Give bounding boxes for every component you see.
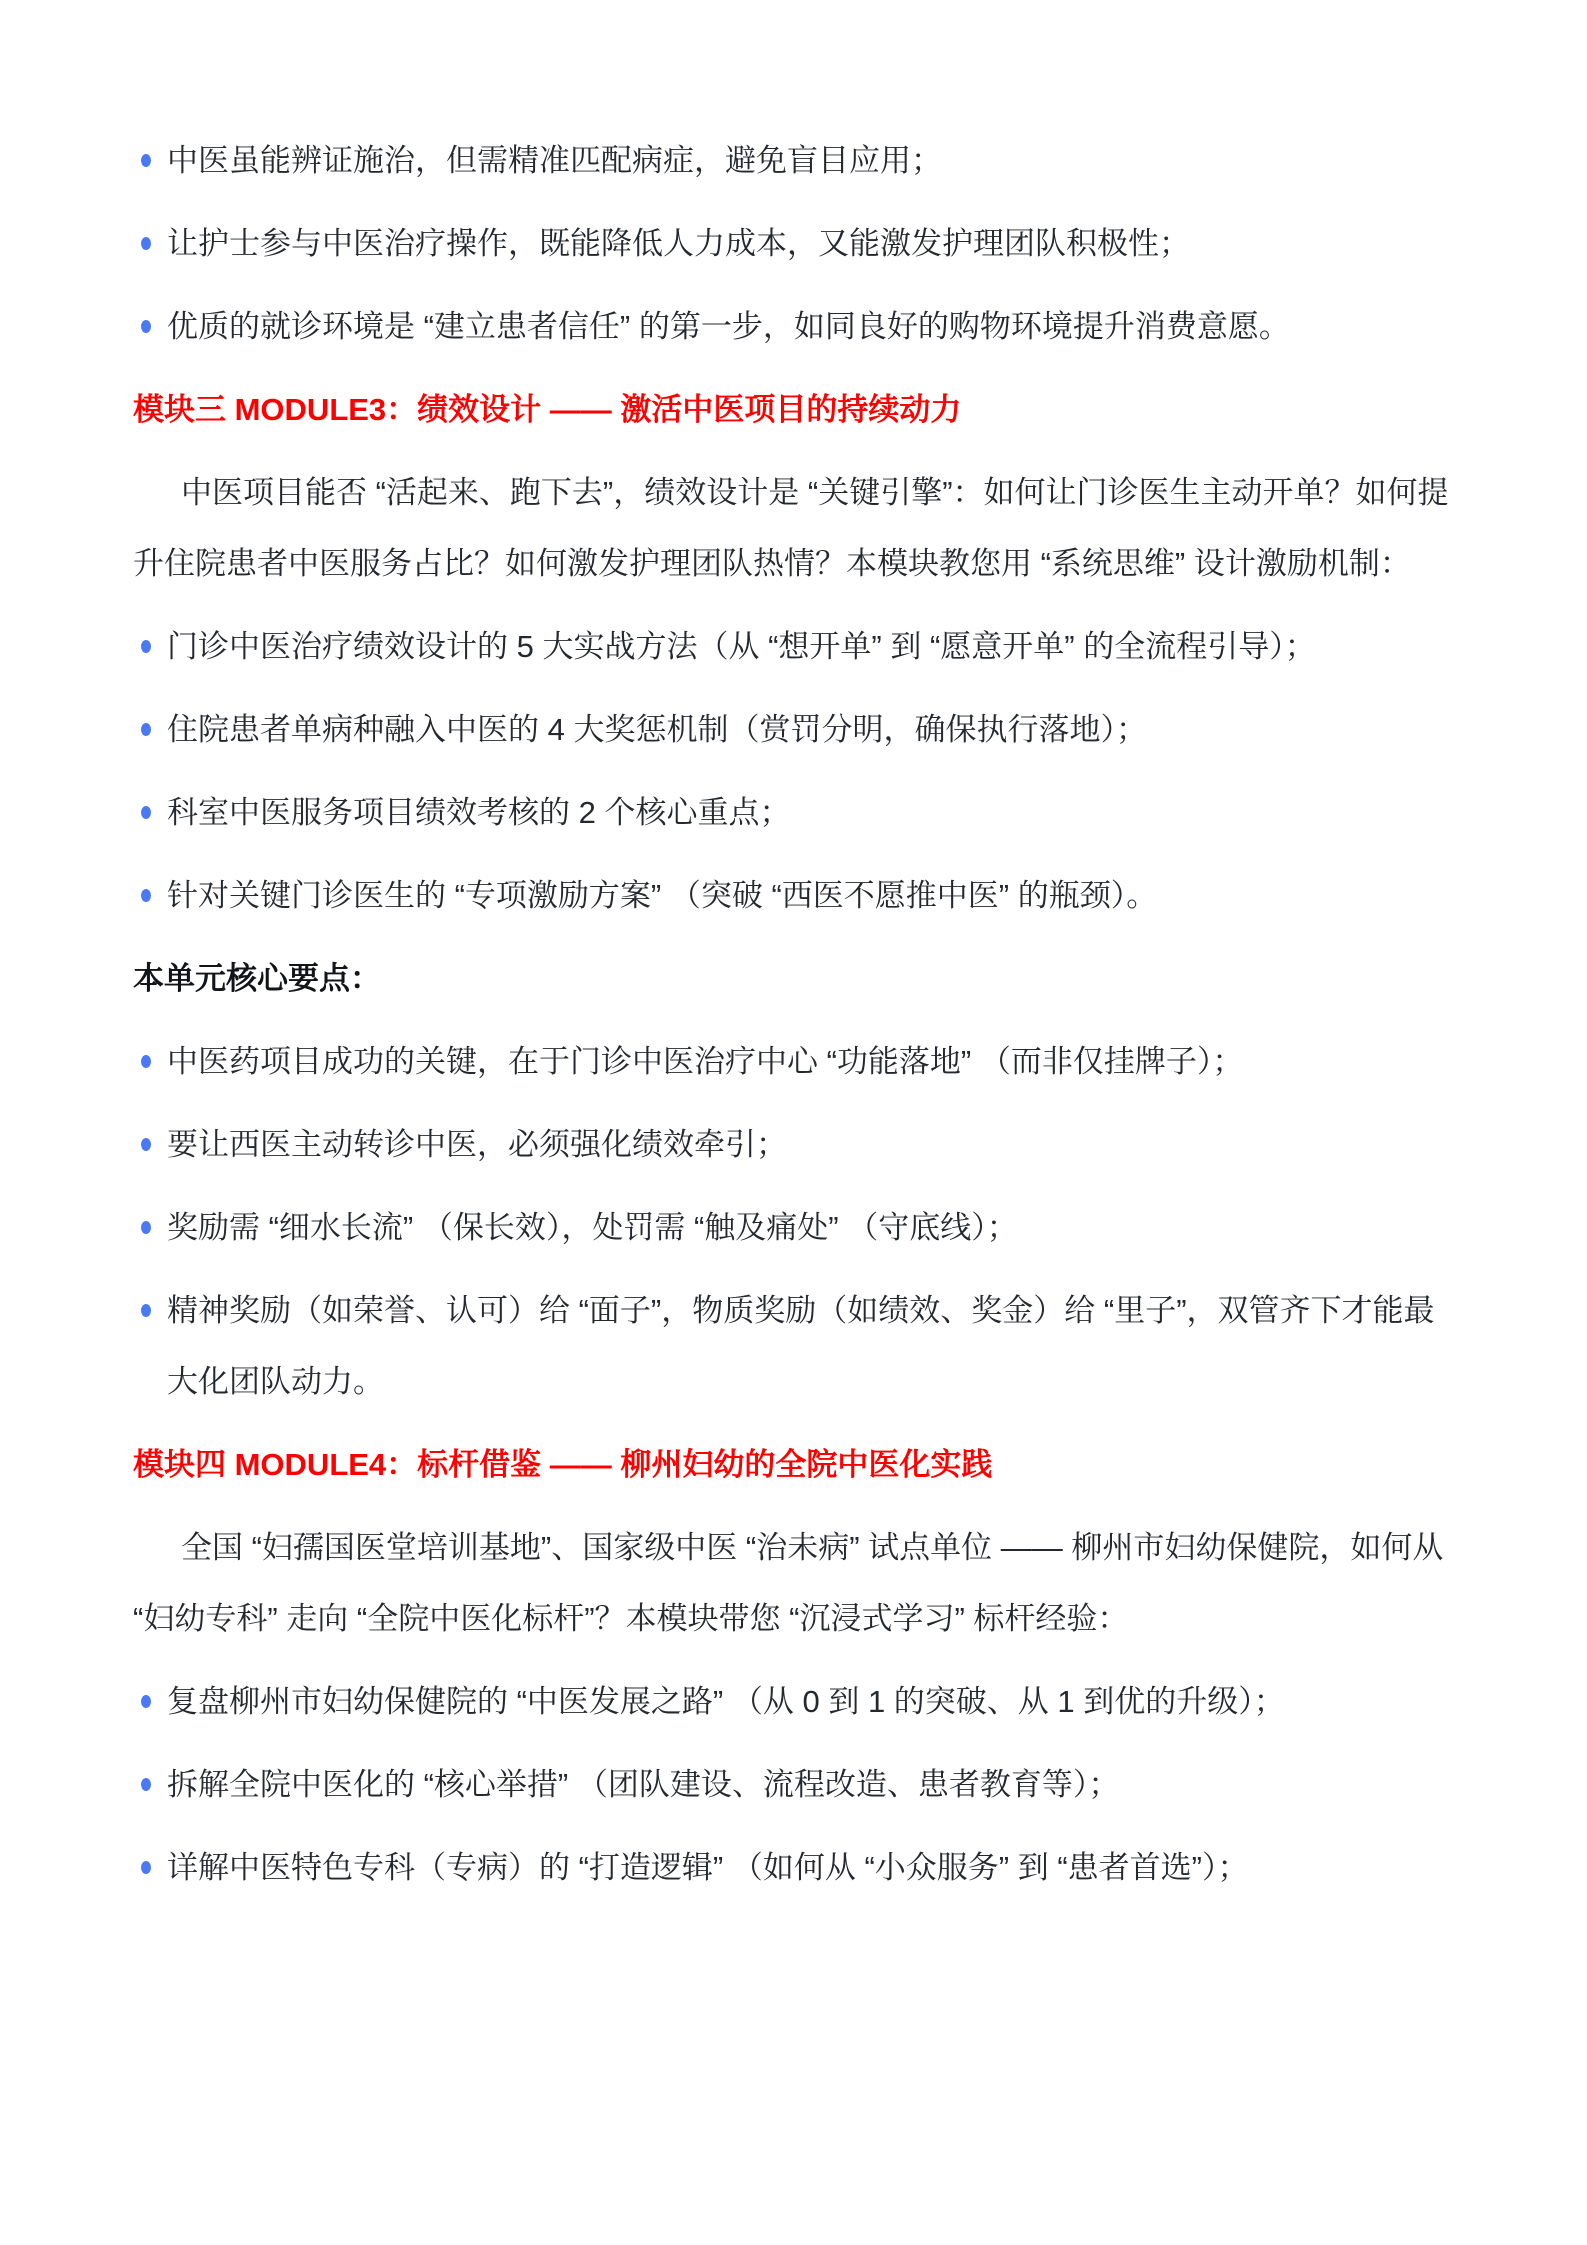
list-item xyxy=(133,1026,1457,1097)
module3-heading: 模块三 MODULE3：绩效设计 —— 激活中医项目的持续动力 xyxy=(133,392,962,427)
bullet-text: 优质的就诊环境是 “建立患者信任” 的第一步，如同良好的购物环境提升消费意愿。 xyxy=(167,309,1290,344)
bullet-text: 住院患者单病种融入中医的 4 大奖惩机制（赏罚分明，确保执行落地）； xyxy=(167,712,1147,747)
module4-intro-paragraph: 全国 “妇孺国医堂培训基地”、国家级中医 “治未病” 试点单位 —— 柳州市妇幼保健院，如何从 “妇幼专科” 走向 “全院中医化标杆”？本模块带您 “沉浸式学习” 标杆经验： xyxy=(133,1530,1444,1636)
bullet-icon xyxy=(141,1138,151,1151)
bullet-icon xyxy=(141,1055,151,1068)
bullet-text: 中医药项目成功的关键，在于门诊中医治疗中心 “功能落地” （而非仅挂牌子）； xyxy=(167,1044,1244,1079)
module4-heading: 模块四 MODULE4：标杆借鉴 —— 柳州妇幼的全院中医化实践 xyxy=(133,1447,993,1482)
bullet-text: 奖励需 “细水长流” （保长效），处罚需 “触及痛处” （守底线）； xyxy=(167,1210,1018,1245)
bullet-icon xyxy=(141,1778,151,1791)
bullet-text: 科室中医服务项目绩效考核的 2 个核心重点； xyxy=(167,795,791,830)
bullet-text: 中医虽能辨证施治，但需精准匹配病症，避免盲目应用； xyxy=(167,143,942,178)
bullet-icon xyxy=(141,889,151,902)
list-item xyxy=(133,208,1457,279)
list-item xyxy=(133,777,1457,848)
bullet-icon xyxy=(141,154,151,167)
bullet-icon xyxy=(141,1304,151,1317)
bullet-icon xyxy=(141,1861,151,1874)
overview-bullet-list xyxy=(133,125,1457,362)
list-item xyxy=(133,611,1457,682)
bullet-icon xyxy=(141,640,151,653)
module3-bullet-list xyxy=(133,611,1457,931)
bullet-icon xyxy=(141,237,151,250)
bullet-icon xyxy=(141,723,151,736)
list-item xyxy=(133,1275,1457,1417)
bullet-text: 门诊中医治疗绩效设计的 5 大实战方法（从 “想开单” 到 “愿意开单” 的全流程引导）； xyxy=(167,629,1316,664)
bullet-text: 精神奖励（如荣誉、认可）给 “面子”，物质奖励（如绩效、奖金）给 “里子”，双管齐下才能最大化团队动力。 xyxy=(167,1293,1435,1399)
bullet-icon xyxy=(141,1221,151,1234)
list-item xyxy=(133,694,1457,765)
list-item xyxy=(133,125,1457,196)
bullet-text: 要让西医主动转诊中医，必须强化绩效牵引； xyxy=(167,1127,787,1162)
list-item xyxy=(133,1832,1457,1903)
bullet-text: 让护士参与中医治疗操作，既能降低人力成本，又能激发护理团队积极性； xyxy=(167,226,1190,261)
bullet-text: 拆解全院中医化的 “核心举措” （团队建设、流程改造、患者教育等）； xyxy=(167,1767,1120,1802)
bullet-icon xyxy=(141,320,151,333)
list-item xyxy=(133,291,1457,362)
bullet-text: 针对关键门诊医生的 “专项激励方案” （突破 “西医不愿推中医” 的瓶颈）。 xyxy=(167,878,1158,913)
key-points-bullet-list xyxy=(133,1026,1457,1417)
module4-bullet-list xyxy=(133,1666,1457,1903)
bullet-icon xyxy=(141,806,151,819)
list-item xyxy=(133,1109,1457,1180)
module3-intro-paragraph: 中医项目能否 “活起来、跑下去”，绩效设计是 “关键引擎”：如何让门诊医生主动开单？如何提升住院患者中医服务占比？如何激发护理团队热情？本模块教您用 “系统思维” 设计激励机制： xyxy=(133,475,1449,581)
list-item xyxy=(133,1666,1457,1737)
bullet-text: 复盘柳州市妇幼保健院的 “中医发展之路” （从 0 到 1 的突破、从 1 到优的升级）； xyxy=(167,1684,1285,1719)
list-item xyxy=(133,1192,1457,1263)
list-item xyxy=(133,860,1457,931)
key-points-heading: 本单元核心要点： xyxy=(133,961,381,996)
bullet-icon xyxy=(141,1695,151,1708)
bullet-text: 详解中医特色专科（专病）的 “打造逻辑” （如何从 “小众服务” 到 “患者首选”）； xyxy=(167,1850,1249,1885)
list-item xyxy=(133,1749,1457,1820)
